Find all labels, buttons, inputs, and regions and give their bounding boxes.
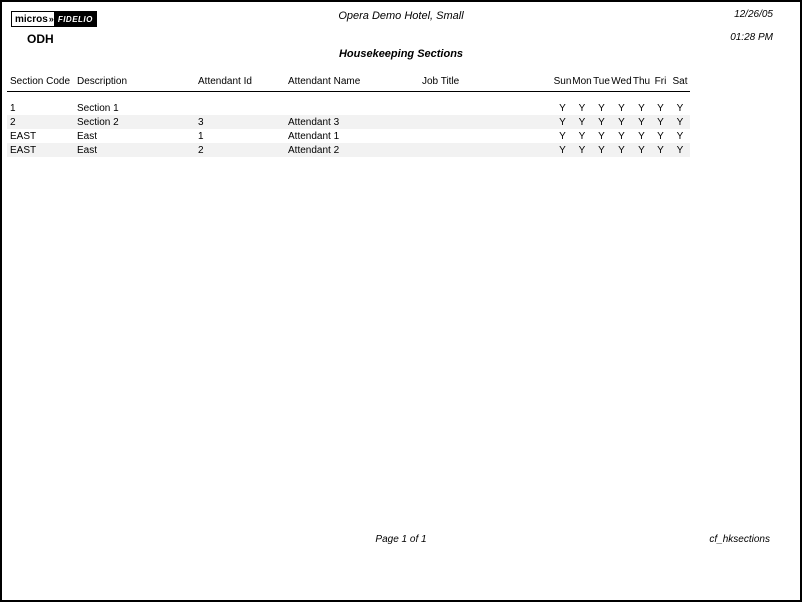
- cell-day-tue: Y: [598, 130, 605, 142]
- cell-section-code: 2: [10, 116, 16, 128]
- cell-day-fri: Y: [657, 144, 664, 156]
- cell-day-thu: Y: [638, 144, 645, 156]
- cell-day-wed: Y: [618, 144, 625, 156]
- cell-description: East: [77, 130, 98, 142]
- cell-attendant-id: [195, 101, 285, 115]
- cell-attendant-name: [285, 101, 419, 115]
- table-header-row: [7, 72, 690, 91]
- cell-day-sat: Y: [676, 116, 684, 128]
- logo-separator-icon: »: [48, 14, 54, 24]
- cell-attendant-name: Attendant 2: [288, 144, 340, 156]
- col-header-attendant-name: Attendant Name: [285, 72, 419, 91]
- cell-description: East: [77, 144, 98, 156]
- report-time: 01:28 PM: [730, 32, 773, 43]
- table-row: [7, 115, 690, 129]
- hotel-name: Opera Demo Hotel, Small: [338, 10, 464, 22]
- cell-day-fri: Y: [657, 130, 664, 142]
- cell-day-thu: Y: [638, 130, 645, 142]
- cell-day-sun: Y: [559, 116, 566, 128]
- cell-day-sun: Y: [559, 102, 566, 114]
- cell-day-sat: Y: [676, 144, 684, 156]
- cell-day-sat: Y: [676, 130, 684, 142]
- cell-day-fri: Y: [657, 116, 664, 128]
- cell-day-sun: Y: [559, 144, 566, 156]
- col-header-description: Description: [74, 72, 195, 91]
- table-row: [7, 143, 690, 157]
- page-number: Page 1 of 1: [375, 534, 427, 545]
- col-header-mon: Mon: [572, 72, 592, 91]
- table-row: [7, 129, 690, 143]
- col-header-sat: Sat: [670, 72, 690, 91]
- housekeeping-sections-table: [7, 72, 690, 157]
- cell-attendant-name: Attendant 1: [288, 130, 340, 142]
- cell-attendant-name: Attendant 3: [288, 116, 340, 128]
- cell-attendant-id: 1: [198, 130, 204, 142]
- cell-attendant-id: 3: [198, 116, 204, 128]
- table-header: [7, 72, 690, 91]
- col-header-sun: Sun: [553, 72, 572, 91]
- cell-job-title: [419, 101, 553, 115]
- cell-description: Section 2: [77, 116, 119, 128]
- col-header-fri: Fri: [651, 72, 670, 91]
- logo-micros-label: micros: [15, 13, 48, 25]
- cell-section-code: 1: [10, 102, 16, 114]
- table-spacer-row: [7, 91, 690, 101]
- cell-day-mon: Y: [578, 130, 586, 142]
- cell-day-tue: Y: [598, 116, 605, 128]
- cell-day-wed: Y: [618, 130, 625, 142]
- property-code: ODH: [27, 32, 54, 46]
- cell-attendant-id: 2: [198, 144, 204, 156]
- col-header-thu: Thu: [632, 72, 651, 91]
- report-date: 12/26/05: [734, 9, 773, 20]
- col-header-attendant-id: Attendant Id: [195, 72, 285, 91]
- table-row: [7, 101, 690, 115]
- cell-day-mon: Y: [578, 144, 586, 156]
- col-header-tue: Tue: [592, 72, 611, 91]
- cell-job-title: [419, 115, 553, 129]
- cell-day-tue: Y: [598, 144, 605, 156]
- cell-day-tue: Y: [598, 102, 605, 114]
- report-title: Housekeeping Sections: [338, 48, 464, 60]
- cell-job-title: [419, 143, 553, 157]
- col-header-wed: Wed: [611, 72, 632, 91]
- col-header-job-title: Job Title: [419, 72, 553, 91]
- cell-description: Section 1: [77, 102, 119, 114]
- logo-fidelio-text: FIDELIO: [55, 11, 97, 27]
- cell-section-code: EAST: [10, 130, 37, 142]
- cell-job-title: [419, 129, 553, 143]
- cell-day-sun: Y: [559, 130, 566, 142]
- table-body: [7, 91, 690, 157]
- cell-day-thu: Y: [638, 102, 645, 114]
- cell-day-fri: Y: [657, 102, 664, 114]
- col-header-section-code: Section Code: [7, 72, 74, 91]
- cell-day-wed: Y: [618, 102, 625, 114]
- cell-day-wed: Y: [618, 116, 625, 128]
- cell-day-mon: Y: [578, 102, 586, 114]
- cell-day-thu: Y: [638, 116, 645, 128]
- cell-day-mon: Y: [578, 116, 586, 128]
- cell-day-sat: Y: [676, 102, 684, 114]
- report-file-code: cf_hksections: [709, 534, 770, 545]
- cell-section-code: EAST: [10, 144, 37, 156]
